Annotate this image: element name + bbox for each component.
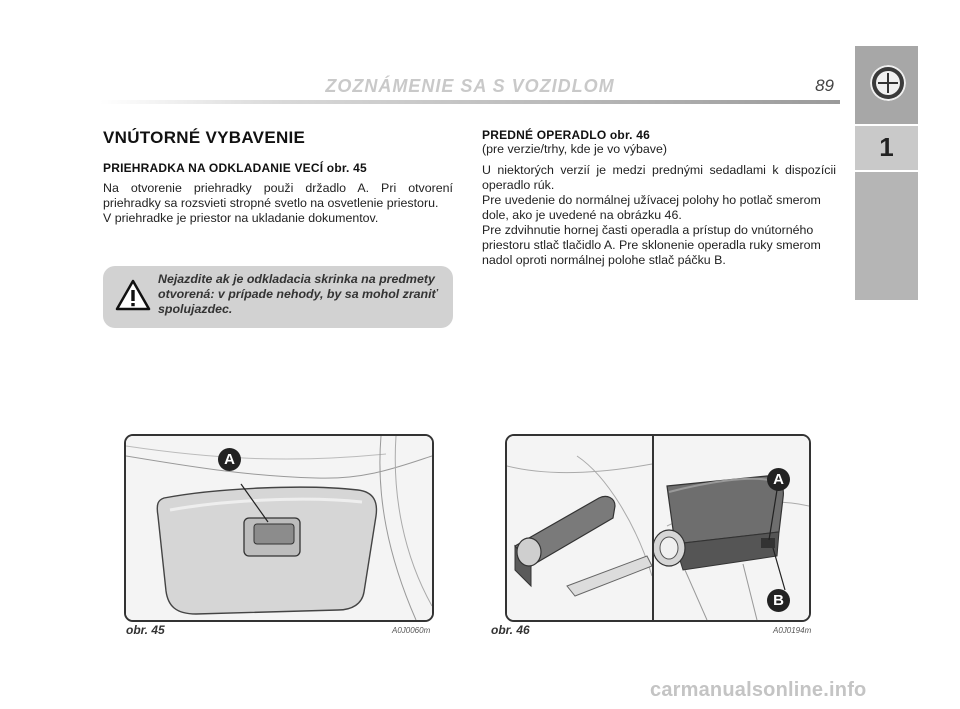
callout-a: A [767,468,790,491]
callout-a: A [218,448,241,471]
page-header [100,74,840,104]
page-number: 89 [815,76,834,95]
watermark: carmanualsonline.info [650,679,867,701]
panel-divider [652,436,654,620]
callout-b: B [767,589,790,612]
page-header-title: ZOZNÁMENIE SA S VOZIDLOM [325,76,615,96]
paragraph: U niektorých verzií je medzi prednými sedadlami k dispozícii operadlo rúk. [482,163,836,192]
paragraph: Pre uvedenie do normálnej užívacej polohy ho potlač smerom dole, ako je uvedené na obrázku 46. [482,193,821,222]
warning-triangle-icon [115,279,151,311]
warning-text: Nejazdite ak je odkladacia skrinka na predmety otvorená: v prípade nehody, by sa mohol zraniť spolujazdec. [158,272,438,316]
figure-code: A0J0194m [773,626,812,635]
armrest-illustration [507,436,809,620]
figure-glovebox [124,434,434,622]
sidebar-divider [855,170,918,172]
figure-caption: obr. 46 [491,623,530,637]
paragraph: Na otvorenie priehradky použi držadlo A. Pri otvorení priehradky sa rozsvieti stropné svetlo na osvetlenie priestoru. [103,181,453,210]
warning-box [103,266,453,328]
paragraph: V priehradke je priestor na ukladanie dokumentov. [103,211,379,225]
paragraph: Pre zdvihnutie hornej časti operadla a prístup do vnútorného priestoru stlač tlačidlo A. Pre sklonenie operadla ruky smerom nadol oproti normálnej polohe stlač páčku B. [482,223,821,267]
availability-note: (pre verzie/trhy, kde je vo výbave) [482,142,668,156]
brand-logo-icon [870,65,906,101]
logo-cell [855,46,918,124]
glovebox-illustration [126,436,432,620]
subsection-title: PRIEHRADKA NA ODKLADANIE VECÍ obr. 45 [103,161,367,175]
figure-code: A0J0060m [392,626,431,635]
left-column [103,128,453,226]
section-title: VNÚTORNÉ VYBAVENIE [103,128,306,147]
chapter-number: 1 [879,132,894,162]
chapter-sidebar [855,46,918,300]
figure-caption: obr. 45 [126,623,165,637]
subsection-title: PREDNÉ OPERADLO obr. 46 [482,128,650,142]
figure-armrest [505,434,811,622]
header-rule [100,100,840,104]
right-column [482,128,836,268]
